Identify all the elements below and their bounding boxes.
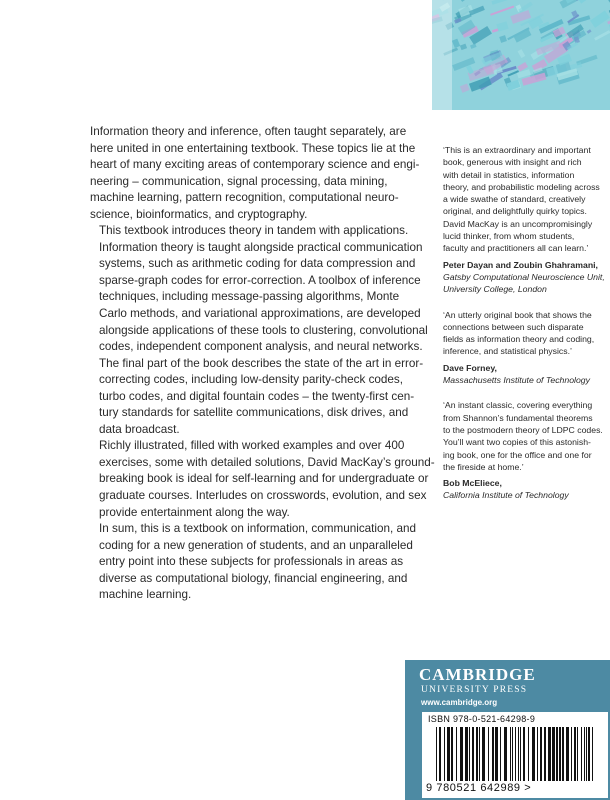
blurb-line: data broadcast. <box>99 422 180 436</box>
blurb-line: here united in one entertaining textbook. These topics lie at the <box>90 141 416 155</box>
blurb-line: exercises, some with detailed solutions, David MacKay’s ground- <box>99 455 435 469</box>
cover-art <box>432 0 610 110</box>
blurb-line: correcting codes, including low-density parity-check codes, <box>99 373 404 387</box>
quote-line: ‘An utterly original book that shows the <box>443 309 592 320</box>
endorsement-quote <box>443 144 610 296</box>
blurb-line: machine learning. <box>99 588 192 602</box>
blurb-line: alongside applications of these tools to clustering, convolutional <box>99 323 428 337</box>
publisher-url: www.cambridge.org <box>421 698 498 707</box>
quote-affiliation: California Institute of Technology <box>443 490 569 501</box>
publisher-block <box>405 660 610 800</box>
abstract-pattern-image <box>432 0 610 110</box>
quote-author: Bob McEliece, <box>443 478 502 489</box>
quote-line: ‘This is an extraordinary and important <box>443 145 591 155</box>
quote-line: faculty and practitioners all can learn.’ <box>443 243 589 254</box>
blurb-line: This textbook introduces theory in tandem with applications. <box>99 224 409 238</box>
quote-line: original, and delightfully quirky topics. <box>443 206 587 217</box>
quote-author: Peter Dayan and Zoubin Ghahramani, <box>443 259 598 270</box>
blurb-line: In sum, this is a textbook on information, communication, and <box>99 522 417 536</box>
publisher-name: CAMBRIDGE <box>419 665 536 684</box>
blurb-line: Richly illustrated, filled with worked examples and over 400 <box>99 439 405 453</box>
quote-line: connections between such disparate <box>443 321 584 332</box>
quote-affiliation: University College, London <box>443 284 547 295</box>
quote-line: lucid thinker, from whom students, <box>443 231 575 242</box>
quote-affiliation: Massachusetts Institute of Technology <box>443 375 590 386</box>
barcode-box <box>422 712 608 798</box>
blurb-paragraph <box>90 356 424 439</box>
quote-author: Dave Forney, <box>443 362 497 373</box>
quote-line: with detail in statistics, information <box>443 169 575 180</box>
blurb-line: tury standards for satellite communications, disk drives, and <box>99 406 409 420</box>
blurb-line: entry point into these subjects for professionals in areas as <box>99 555 404 569</box>
blurb-line: The final part of the book describes the state of the art in error- <box>99 356 424 370</box>
blurb-paragraph <box>90 521 420 604</box>
publisher-press: UNIVERSITY PRESS <box>421 685 528 695</box>
blurb-line: coding for a new generation of students, and an unparalleled <box>99 538 413 552</box>
blurb-line: Information theory and inference, often taught separately, are <box>90 125 407 138</box>
blurb-line: techniques, including message-passing algorithms, Monte <box>99 290 400 304</box>
blurb-line: Information theory is taught alongside practical communication <box>99 240 423 254</box>
quote-affiliation: Gatsby Computational Neuroscience Unit, <box>443 271 605 282</box>
endorsements <box>443 144 610 515</box>
quote-line: ‘An instant classic, covering everything <box>443 400 593 411</box>
isbn-text: ISBN 978-0-521-64298-9 <box>428 714 536 724</box>
blurb-line: turbo codes, and digital fountain codes – the twenty-first cen- <box>99 389 415 403</box>
blurb-line: codes, independent component analysis, and neural networks. <box>99 340 423 354</box>
blurb-line: systems, such as arithmetic coding for data compression and <box>99 257 416 271</box>
quote-line: theory, and probabilistic modeling across <box>443 181 600 192</box>
quote-line: David MacKay is an uncompromisingly <box>443 218 593 229</box>
quote-line: book, generous with insight and rich <box>443 157 582 168</box>
blurb-line: Carlo methods, and variational approximations, are developed <box>99 307 421 321</box>
blurb-paragraph <box>90 124 420 223</box>
quote-line: fields as information theory and coding, <box>443 334 595 345</box>
quote-line: to the postmodern theory of LDPC codes. <box>443 424 603 435</box>
quote-line: the fireside at home.’ <box>443 461 524 472</box>
quote-line: from Shannon’s fundamental theorems <box>443 412 593 423</box>
blurb-paragraph <box>90 223 428 355</box>
blurb-line: breaking book is ideal for self-learning and for undergraduate or <box>99 472 429 486</box>
blurb-paragraph <box>90 438 435 521</box>
endorsement-quote <box>443 309 610 387</box>
barcode-icon <box>426 727 604 783</box>
endorsement-quote <box>443 399 610 501</box>
blurb-line: machine learning, pattern recognition, computational neuro- <box>90 191 399 205</box>
blurb-line: neering – communication, signal processing, data mining, <box>90 174 388 188</box>
blurb-line: graduate courses. Interludes on crosswords, evolution, and sex <box>99 489 427 503</box>
barcode-number: 9 780521 642989 > <box>426 782 532 794</box>
blurb-line: science, bioinformatics, and cryptography. <box>90 207 308 221</box>
quote-line: a wide swathe of standard, creatively <box>443 194 586 205</box>
blurb-line: heart of many exciting areas of contemporary science and engi- <box>90 158 420 172</box>
blurb-line: sparse-graph codes for error-correction. A toolbox of inference <box>99 273 421 287</box>
blurb-line: provide entertainment along the way. <box>99 505 290 519</box>
blurb-line: diverse as computational biology, financial engineering, and <box>99 571 408 585</box>
back-cover-blurb <box>90 124 435 604</box>
quote-line: ing book, one for the office and one for <box>443 449 592 460</box>
quote-line: inference, and statistical physics.’ <box>443 346 572 357</box>
quote-line: You’ll want two copies of this astonish- <box>443 437 591 448</box>
